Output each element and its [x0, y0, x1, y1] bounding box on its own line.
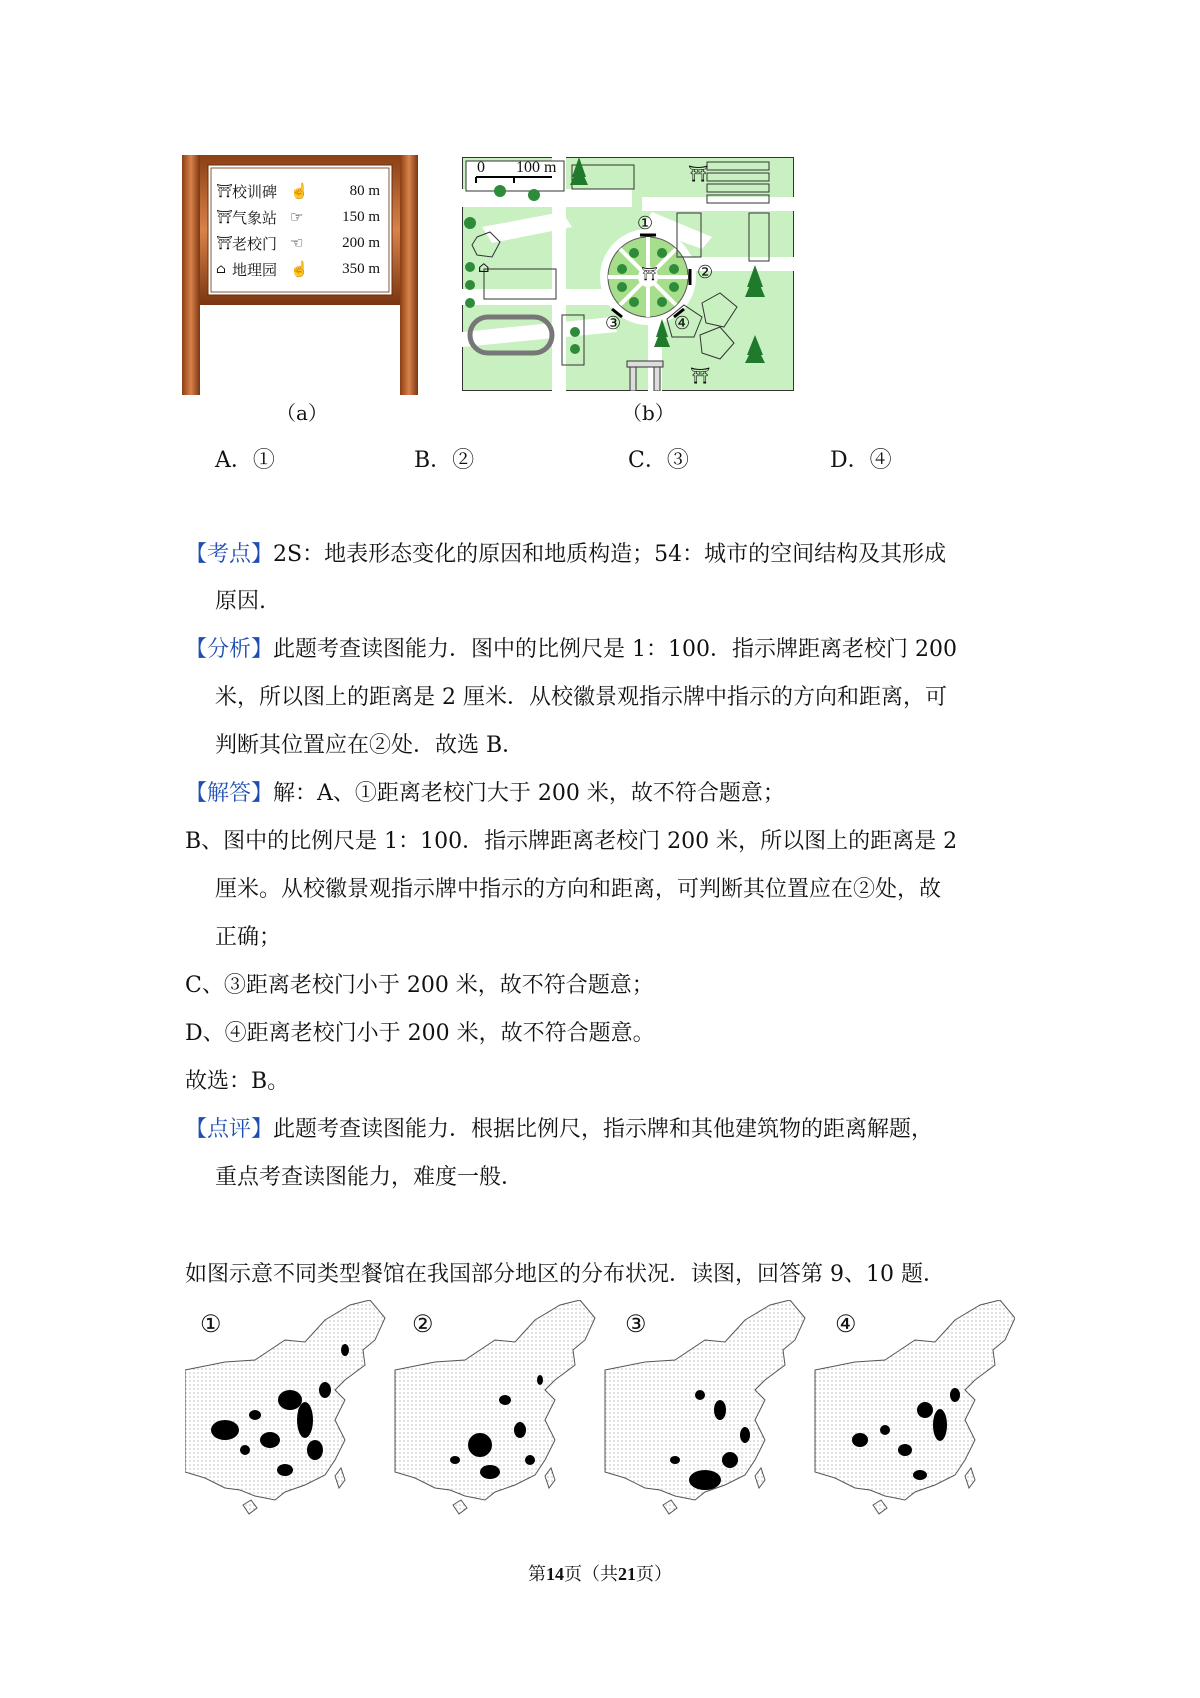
footer-suffix: 页） [636, 1564, 672, 1585]
signboard-rows [216, 178, 388, 282]
fenxi-label: 分析 [207, 637, 252, 662]
geography-garden-icon: ⌂ [216, 261, 226, 277]
page-footer [0, 1560, 1200, 1586]
sign-row [216, 178, 388, 204]
jieda-b-line2: 厘米。从校徽景观指示牌中指示的方向和距离，可判断其位置应在②处，故 [215, 877, 942, 902]
marker-3: ③ [605, 313, 622, 334]
option-c: C．③ [628, 448, 689, 473]
marker-1: ① [637, 213, 654, 234]
map-1-label: ① [200, 1310, 222, 1338]
bracket-close: 】 [251, 781, 274, 806]
dianping-section [185, 1112, 933, 1143]
total-pages: 21 [618, 1564, 636, 1584]
kaodian-label: 考点 [207, 542, 252, 567]
hand-right-icon: ☞ [290, 208, 304, 226]
marker-2: ② [697, 262, 714, 283]
gate-icon: ⛩ [690, 366, 711, 385]
sign-distance: 350 m [342, 260, 380, 277]
hand-left-icon: ☜ [290, 234, 304, 252]
bracket-open: 【 [185, 637, 208, 662]
sign-place-name: 校训碑 [232, 182, 278, 201]
sign-distance: 200 m [342, 234, 380, 251]
geography-garden-icon: ⌂ [478, 258, 490, 276]
kaodian-line1: 2S：地表形态变化的原因和地质构造；54：城市的空间结构及其形成 [273, 542, 947, 567]
sign-place-name: 老校门 [232, 234, 278, 253]
hand-up-icon: ☝ [290, 182, 309, 200]
figure-a-caption: （a） [276, 401, 328, 425]
jieda-b-line1: B、图中的比例尺是 1：100．指示牌距离老校门 200 米，所以图上的距离是 2 [185, 829, 958, 854]
bracket-open: 【 [185, 542, 208, 567]
weather-station-icon: ⛩ [216, 209, 233, 225]
figure-b-caption: （b） [622, 401, 675, 425]
jieda-label: 解答 [207, 781, 252, 806]
sign-row [216, 230, 388, 256]
sign-place-name: 地理园 [232, 260, 278, 279]
weather-station-icon: ⛩ [688, 164, 709, 183]
bracket-open: 【 [185, 781, 208, 806]
restaurant-maps [185, 1300, 1015, 1530]
sign-place-name: 气象站 [232, 208, 278, 227]
scale-zero: 0 [477, 159, 485, 176]
gate-icon: ⛩ [216, 235, 233, 251]
jieda-c: C、③距离老校门小于 200 米，故不符合题意； [185, 973, 654, 998]
footer-prefix: 第 [528, 1564, 546, 1585]
monument-icon: ⛩ [216, 183, 233, 199]
page-number: 14 [546, 1564, 564, 1584]
kaodian-section [185, 537, 946, 568]
sign-distance: 150 m [342, 208, 380, 225]
jieda-section [185, 776, 785, 807]
sign-distance: 80 m [349, 182, 380, 199]
dianping-line2: 重点考查读图能力，难度一般． [215, 1165, 524, 1190]
option-d: D．④ [830, 448, 892, 473]
hand-up-icon: ☝ [290, 260, 309, 278]
figure-b [462, 157, 794, 391]
bracket-open: 【 [185, 1117, 208, 1142]
bracket-close: 】 [251, 542, 274, 567]
footer-mid: 页（共 [564, 1564, 618, 1585]
map-3-label: ③ [625, 1310, 647, 1338]
jieda-line1: 解：A、①距离老校门大于 200 米，故不符合题意； [273, 781, 785, 806]
fenxi-line1: 此题考查读图能力．图中的比例尺是 1：100．指示牌距离老校门 200 [273, 637, 958, 662]
campus-map [462, 157, 794, 391]
map-4-label: ④ [835, 1310, 857, 1338]
sign-row [216, 256, 388, 282]
jieda-b-line3: 正确； [215, 925, 282, 950]
bracket-close: 】 [251, 637, 274, 662]
dianping-line1: 此题考查读图能力．根据比例尺，指示牌和其他建筑物的距离解题， [273, 1117, 934, 1142]
map-2-label: ② [412, 1310, 434, 1338]
jieda-d: D、④距离老校门小于 200 米，故不符合题意。 [185, 1021, 655, 1046]
marker-4: ④ [674, 313, 691, 334]
china-distribution-maps [185, 1300, 1015, 1530]
monument-icon: ⛩ [641, 267, 658, 282]
jieda-final: 故选：B。 [185, 1069, 290, 1094]
fenxi-line2: 米，所以图上的距离是 2 厘米．从校徽景观指示牌中指示的方向和距离，可 [215, 685, 947, 710]
kaodian-line2: 原因. [215, 589, 266, 614]
dianping-label: 点评 [207, 1117, 252, 1142]
scale-label: 100 m [516, 159, 557, 176]
option-b: B．② [414, 448, 475, 473]
fenxi-line3: 判断其位置应在②处．故选 B． [215, 733, 525, 758]
option-a: A．① [215, 448, 275, 473]
question-intro: 如图示意不同类型餐馆在我国部分地区的分布状况．读图，回答第 9、10 题． [185, 1262, 945, 1287]
fenxi-section [185, 632, 957, 663]
sign-row [216, 204, 388, 230]
bracket-close: 】 [251, 1117, 274, 1142]
